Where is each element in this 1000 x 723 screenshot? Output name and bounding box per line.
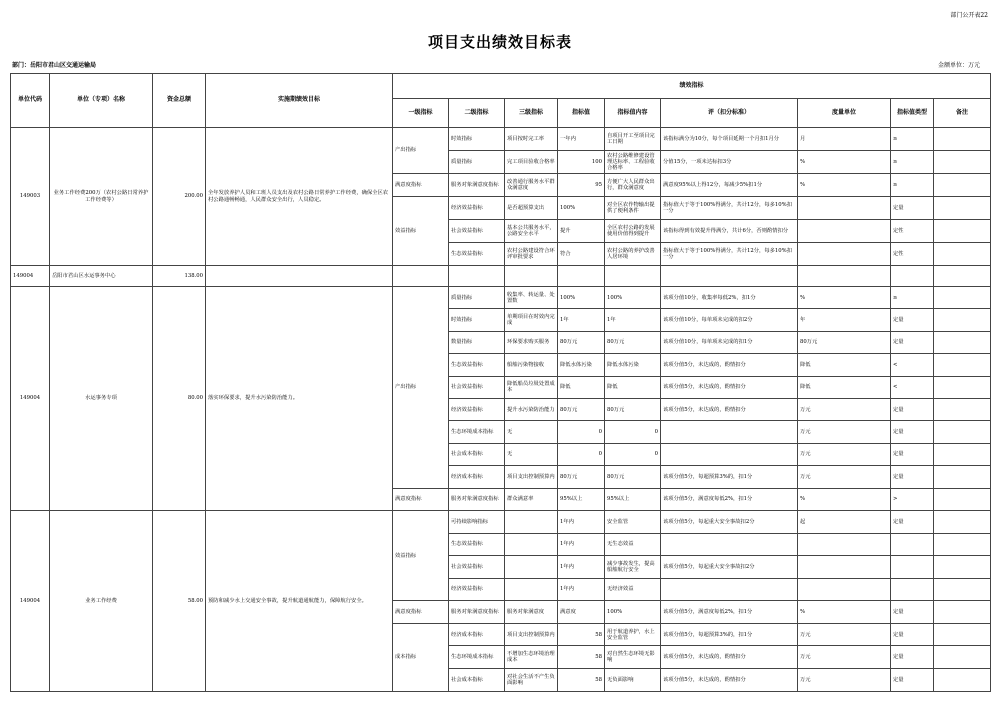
note-cell — [934, 421, 991, 443]
vtype-cell: 定量 — [891, 421, 934, 443]
empty-cell — [934, 266, 991, 287]
vtype-cell — [891, 578, 934, 601]
content-cell: 无负面影响 — [605, 669, 661, 692]
header-measure: 度量单位 — [798, 99, 891, 128]
note-cell — [934, 646, 991, 669]
note-cell — [934, 128, 991, 151]
header-amount: 资金总额 — [153, 74, 206, 128]
vtype-cell: 定量 — [891, 309, 934, 331]
l1-cell: 产出指标 — [393, 128, 449, 174]
vtype-cell — [891, 556, 934, 579]
content-cell: 全区农村公路的发展使用价值得到提升 — [605, 220, 661, 243]
scoring-cell: 该项分值5分，每超预算3%的，扣1分 — [661, 466, 798, 488]
content-cell: 减少事故发生，提高船舶航行安全 — [605, 556, 661, 579]
vtype-cell: ≥ — [891, 151, 934, 174]
content-cell: 自项目开工至项目完工日期 — [605, 128, 661, 151]
l2-cell: 生态效益指标 — [449, 354, 505, 376]
measure-cell — [798, 197, 891, 220]
note-cell — [934, 287, 991, 309]
value-cell: 0 — [558, 421, 605, 443]
l3-cell: 项目支出控制预算内 — [505, 466, 558, 488]
l1-cell: 满意度指标 — [393, 174, 449, 197]
scoring-cell: 该项分值10分，每单项未完成的扣2分 — [661, 309, 798, 331]
l2-cell: 社会成本指标 — [449, 443, 505, 465]
note-cell — [934, 220, 991, 243]
l2-cell: 生态环境成本指标 — [449, 646, 505, 669]
content-cell: 用于航道养护，水上安全监管 — [605, 623, 661, 646]
value-cell: 100% — [558, 287, 605, 309]
value-cell: 1年内 — [558, 578, 605, 601]
l3-cell: 无 — [505, 443, 558, 465]
scoring-cell: 该指标满分为10分，每个项目延期一个月扣1月分 — [661, 128, 798, 151]
empty-cell — [505, 266, 558, 287]
scoring-cell: 该项分值5分，未达成的，酌情扣分 — [661, 646, 798, 669]
l1-cell: 满意度指标 — [393, 488, 449, 510]
note-cell — [934, 488, 991, 510]
l2-cell: 服务对象满意度指标 — [449, 601, 505, 624]
value-cell: 一年内 — [558, 128, 605, 151]
amount-cell: 200.00 — [153, 128, 206, 266]
target-cell: 全年发放养护人员和工班人员支出及农村公路日常养护工作经费，确保全区农村公路通畅畅通，人民群众安全出行，人员稳定。 — [206, 128, 393, 266]
empty-cell — [206, 266, 393, 287]
l3-cell — [505, 556, 558, 579]
header-unit-name: 单位（专项）名称 — [50, 74, 153, 128]
empty-cell — [605, 266, 661, 287]
amount-cell: 80.00 — [153, 287, 206, 511]
unit-name-cell: 业务工作经费200万（农村公路日常养护工作经费等） — [50, 128, 153, 266]
vtype-cell: > — [891, 488, 934, 510]
note-cell — [934, 197, 991, 220]
vtype-cell: 定量 — [891, 510, 934, 533]
content-cell: 80万元 — [605, 466, 661, 488]
l2-cell: 经济成本指标 — [449, 623, 505, 646]
scoring-cell: 该项分值10分，每单项未完成的扣1分 — [661, 331, 798, 353]
vtype-cell: < — [891, 354, 934, 376]
l1-cell: 产出指标 — [393, 287, 449, 489]
l3-cell — [505, 578, 558, 601]
l3-cell: 环保要求购买服务 — [505, 331, 558, 353]
measure-cell: % — [798, 488, 891, 510]
scoring-cell: 该项分值5分，每超预算3%的，扣1分 — [661, 623, 798, 646]
measure-cell — [798, 533, 891, 556]
value-cell: 提升 — [558, 220, 605, 243]
l2-cell: 生态环境成本指标 — [449, 421, 505, 443]
measure-cell: 万元 — [798, 443, 891, 465]
l3-cell: 服务对象满意度 — [505, 601, 558, 624]
table-row — [11, 510, 991, 533]
value-cell: 95%以上 — [558, 488, 605, 510]
header-indicators: 绩效指标 — [393, 74, 991, 99]
empty-cell — [891, 266, 934, 287]
l2-cell: 经济成本指标 — [449, 466, 505, 488]
content-cell: 降低 — [605, 376, 661, 398]
note-cell — [934, 331, 991, 353]
content-cell: 降低水体污染 — [605, 354, 661, 376]
content-cell: 农村公路的养护改善人居环境 — [605, 243, 661, 266]
measure-cell — [798, 220, 891, 243]
scoring-cell: 该项分值5分，未达成的，酌情扣分 — [661, 669, 798, 692]
l3-cell: 项目支出控制预算内 — [505, 623, 558, 646]
l1-cell: 效益指标 — [393, 510, 449, 600]
content-cell: 对自然生态环境无影响 — [605, 646, 661, 669]
unit-code-cell: 149004 — [11, 510, 50, 691]
l3-cell: 无 — [505, 421, 558, 443]
vtype-cell: 定量 — [891, 466, 934, 488]
empty-cell — [661, 266, 798, 287]
note-cell — [934, 243, 991, 266]
l1-cell: 成本指标 — [393, 623, 449, 691]
vtype-cell — [891, 533, 934, 556]
corner-label: 部门公开表22 — [950, 12, 988, 19]
value-cell: 1年 — [558, 309, 605, 331]
note-cell — [934, 151, 991, 174]
measure-cell: 万元 — [798, 669, 891, 692]
scoring-cell — [661, 421, 798, 443]
scoring-cell: 指标值大于等于100%得满分，共计12分，每多10%扣一分 — [661, 243, 798, 266]
note-cell — [934, 466, 991, 488]
scoring-cell — [661, 578, 798, 601]
value-cell: 80万元 — [558, 398, 605, 420]
content-cell: 80万元 — [605, 398, 661, 420]
unit-code-cell: 149004 — [11, 266, 50, 287]
measure-cell — [798, 578, 891, 601]
measure-cell: % — [798, 151, 891, 174]
l3-cell: 提升水污染防治能力 — [505, 398, 558, 420]
header-vtype: 指标值类型 — [891, 99, 934, 128]
note-cell — [934, 398, 991, 420]
value-cell: 58 — [558, 623, 605, 646]
value-cell: 100 — [558, 151, 605, 174]
l2-cell: 社会成本指标 — [449, 669, 505, 692]
l2-cell: 生态效益指标 — [449, 533, 505, 556]
note-cell — [934, 533, 991, 556]
table-body — [11, 128, 991, 692]
scoring-cell: 该项分值5分，每起重大安全事故扣2分 — [661, 510, 798, 533]
value-cell: 1年内 — [558, 510, 605, 533]
scoring-cell: 该项分值5分，未达成的，酌情扣分 — [661, 398, 798, 420]
value-cell: 1年内 — [558, 533, 605, 556]
l2-cell: 经济效益指标 — [449, 197, 505, 220]
l3-cell — [505, 533, 558, 556]
vtype-cell: 定量 — [891, 646, 934, 669]
l3-cell: 船舶污染物接收 — [505, 354, 558, 376]
note-cell — [934, 510, 991, 533]
scoring-cell: 分值15分，一项未达标扣3分 — [661, 151, 798, 174]
value-cell: 1年内 — [558, 556, 605, 579]
l3-cell: 改善通行服务水平群众满意度 — [505, 174, 558, 197]
note-cell — [934, 309, 991, 331]
unit-name-cell: 岳阳市君山区水运事务中心 — [50, 266, 153, 287]
scoring-cell: 该项分值5分，满意度每低2%，扣1分 — [661, 601, 798, 624]
l2-cell: 社会效益指标 — [449, 556, 505, 579]
scoring-cell: 该项分值5分，未达成的，酌情扣分 — [661, 354, 798, 376]
header-target: 实施期绩效目标 — [206, 74, 393, 128]
department-label: 部门：岳阳市君山区交通运输局 — [12, 62, 97, 69]
l3-cell: 群众满意率 — [505, 488, 558, 510]
measure-cell — [798, 243, 891, 266]
content-cell: 方便广大人民群众出行，群众满意度 — [605, 174, 661, 197]
unit-name-cell: 水运事务专项 — [50, 287, 153, 511]
vtype-cell: 定量 — [891, 443, 934, 465]
vtype-cell: 定量 — [891, 197, 934, 220]
value-cell: 80万元 — [558, 466, 605, 488]
l3-cell: 基本公共服务水平，公路安全水平 — [505, 220, 558, 243]
value-cell: 100% — [558, 197, 605, 220]
vtype-cell: 定量 — [891, 331, 934, 353]
value-cell: 0 — [558, 443, 605, 465]
vtype-cell: 定量 — [891, 601, 934, 624]
note-cell — [934, 443, 991, 465]
l3-cell: 不增加生态环境治理成本 — [505, 646, 558, 669]
empty-cell — [798, 266, 891, 287]
l2-cell: 社会效益指标 — [449, 376, 505, 398]
measure-cell: % — [798, 287, 891, 309]
amount-cell: 58.00 — [153, 510, 206, 691]
measure-cell: 万元 — [798, 646, 891, 669]
value-cell: 降低 — [558, 376, 605, 398]
vtype-cell: 定量 — [891, 398, 934, 420]
header-l3: 三级指标 — [505, 99, 558, 128]
header-content: 指标值内容 — [605, 99, 661, 128]
value-cell: 58 — [558, 646, 605, 669]
note-cell — [934, 623, 991, 646]
value-cell: 满意度 — [558, 601, 605, 624]
l1-cell: 满意度指标 — [393, 601, 449, 624]
table-row — [11, 266, 991, 287]
empty-cell — [558, 266, 605, 287]
unit-name-cell: 业务工作经费 — [50, 510, 153, 691]
vtype-cell: 定性 — [891, 220, 934, 243]
scoring-cell: 该项分值5分，每起重大安全事故扣2分 — [661, 556, 798, 579]
value-cell: 符合 — [558, 243, 605, 266]
measure-cell: 降低 — [798, 376, 891, 398]
empty-cell — [449, 266, 505, 287]
measure-cell: 万元 — [798, 421, 891, 443]
content-cell: 无生态效益 — [605, 533, 661, 556]
l2-cell: 经济效益指标 — [449, 398, 505, 420]
value-cell: 58 — [558, 669, 605, 692]
measure-cell: 降低 — [798, 354, 891, 376]
l3-cell: 完工项目验收合格率 — [505, 151, 558, 174]
l3-cell — [505, 510, 558, 533]
scoring-cell: 满意度95%以上得12分，每减少5%扣1分 — [661, 174, 798, 197]
target-cell: 落实环保要求，提升水污染防治能力。 — [206, 287, 393, 511]
l3-cell: 是否超预算支出 — [505, 197, 558, 220]
note-cell — [934, 174, 991, 197]
table-row — [11, 287, 991, 309]
measure-cell: 80万元 — [798, 331, 891, 353]
amount-unit-label: 金额单位：万元 — [937, 62, 980, 69]
value-cell: 95 — [558, 174, 605, 197]
l2-cell: 质量指标 — [449, 151, 505, 174]
header-l1: 一级指标 — [393, 99, 449, 128]
value-cell: 80万元 — [558, 331, 605, 353]
l2-cell: 时效指标 — [449, 128, 505, 151]
header-note: 备注 — [934, 99, 991, 128]
measure-cell: 万元 — [798, 466, 891, 488]
vtype-cell: ≥ — [891, 128, 934, 151]
l2-cell: 经济效益指标 — [449, 578, 505, 601]
note-cell — [934, 376, 991, 398]
content-cell: 0 — [605, 443, 661, 465]
scoring-cell: 该项分值5分，满意度每低2%，扣1分 — [661, 488, 798, 510]
measure-cell: 万元 — [798, 623, 891, 646]
measure-cell: 起 — [798, 510, 891, 533]
header-unit-code: 单位代码 — [11, 74, 50, 128]
note-cell — [934, 669, 991, 692]
value-cell: 降低水体污染 — [558, 354, 605, 376]
l3-cell: 农村公路建设符合环评审批要求 — [505, 243, 558, 266]
content-cell: 安全监管 — [605, 510, 661, 533]
scoring-cell: 该指标得到有效提升得满分，共计6分，否则酌情扣分 — [661, 220, 798, 243]
header-scoring: 评（扣分标准） — [661, 99, 798, 128]
page-title: 项目支出绩效目标表 — [427, 33, 572, 51]
content-cell: 100% — [605, 287, 661, 309]
content-cell: 80万元 — [605, 331, 661, 353]
unit-code-cell: 149004 — [11, 287, 50, 511]
note-cell — [934, 601, 991, 624]
l3-cell: 单期项目在时效内完成 — [505, 309, 558, 331]
scoring-cell — [661, 533, 798, 556]
vtype-cell: ≥ — [891, 174, 934, 197]
l2-cell: 时效指标 — [449, 309, 505, 331]
note-cell — [934, 556, 991, 579]
vtype-cell: < — [891, 376, 934, 398]
l1-cell: 效益指标 — [393, 197, 449, 266]
scoring-cell: 该项分值10分，收集率每低2%，扣1分 — [661, 287, 798, 309]
note-cell — [934, 354, 991, 376]
content-cell: 95%以上 — [605, 488, 661, 510]
vtype-cell: 定性 — [891, 243, 934, 266]
header-value: 指标值 — [558, 99, 605, 128]
amount-cell: 138.00 — [153, 266, 206, 287]
l3-cell: 对社会生活不产生负面影响 — [505, 669, 558, 692]
header-l2: 二级指标 — [449, 99, 505, 128]
measure-cell: 万元 — [798, 398, 891, 420]
note-cell — [934, 578, 991, 601]
content-cell: 100% — [605, 601, 661, 624]
l3-cell: 收集率、转运量、处置数 — [505, 287, 558, 309]
content-cell: 无经济效益 — [605, 578, 661, 601]
measure-cell — [798, 556, 891, 579]
l2-cell: 社会效益指标 — [449, 220, 505, 243]
l3-cell: 降低船员垃圾处置成本 — [505, 376, 558, 398]
measure-cell: 月 — [798, 128, 891, 151]
l2-cell: 生态效益指标 — [449, 243, 505, 266]
performance-target-table — [10, 73, 991, 692]
vtype-cell: 定量 — [891, 669, 934, 692]
l2-cell: 服务对象满意度指标 — [449, 174, 505, 197]
empty-cell — [393, 266, 449, 287]
target-cell: 预防和减少水上交通安全事故，提升航道通航能力，保障航行安全。 — [206, 510, 393, 691]
scoring-cell — [661, 443, 798, 465]
measure-cell: % — [798, 601, 891, 624]
unit-code-cell: 149003 — [11, 128, 50, 266]
content-cell: 1年 — [605, 309, 661, 331]
l3-cell: 项目按时完工率 — [505, 128, 558, 151]
measure-cell: % — [798, 174, 891, 197]
table-row — [11, 128, 991, 151]
l2-cell: 服务对象满意度指标 — [449, 488, 505, 510]
l2-cell: 数量指标 — [449, 331, 505, 353]
measure-cell: 年 — [798, 309, 891, 331]
vtype-cell: 定量 — [891, 623, 934, 646]
content-cell: 农村公路维修建设管理达标率、工程验收合格率 — [605, 151, 661, 174]
scoring-cell: 该项分值5分，未达成的，酌情扣分 — [661, 376, 798, 398]
l2-cell: 可持续影响指标 — [449, 510, 505, 533]
scoring-cell: 指标值大于等于100%得满分，共计12分，每多10%扣一分 — [661, 197, 798, 220]
content-cell: 0 — [605, 421, 661, 443]
l2-cell: 质量指标 — [449, 287, 505, 309]
content-cell: 对全区农作物输出提供了便利条件 — [605, 197, 661, 220]
vtype-cell: ≥ — [891, 287, 934, 309]
